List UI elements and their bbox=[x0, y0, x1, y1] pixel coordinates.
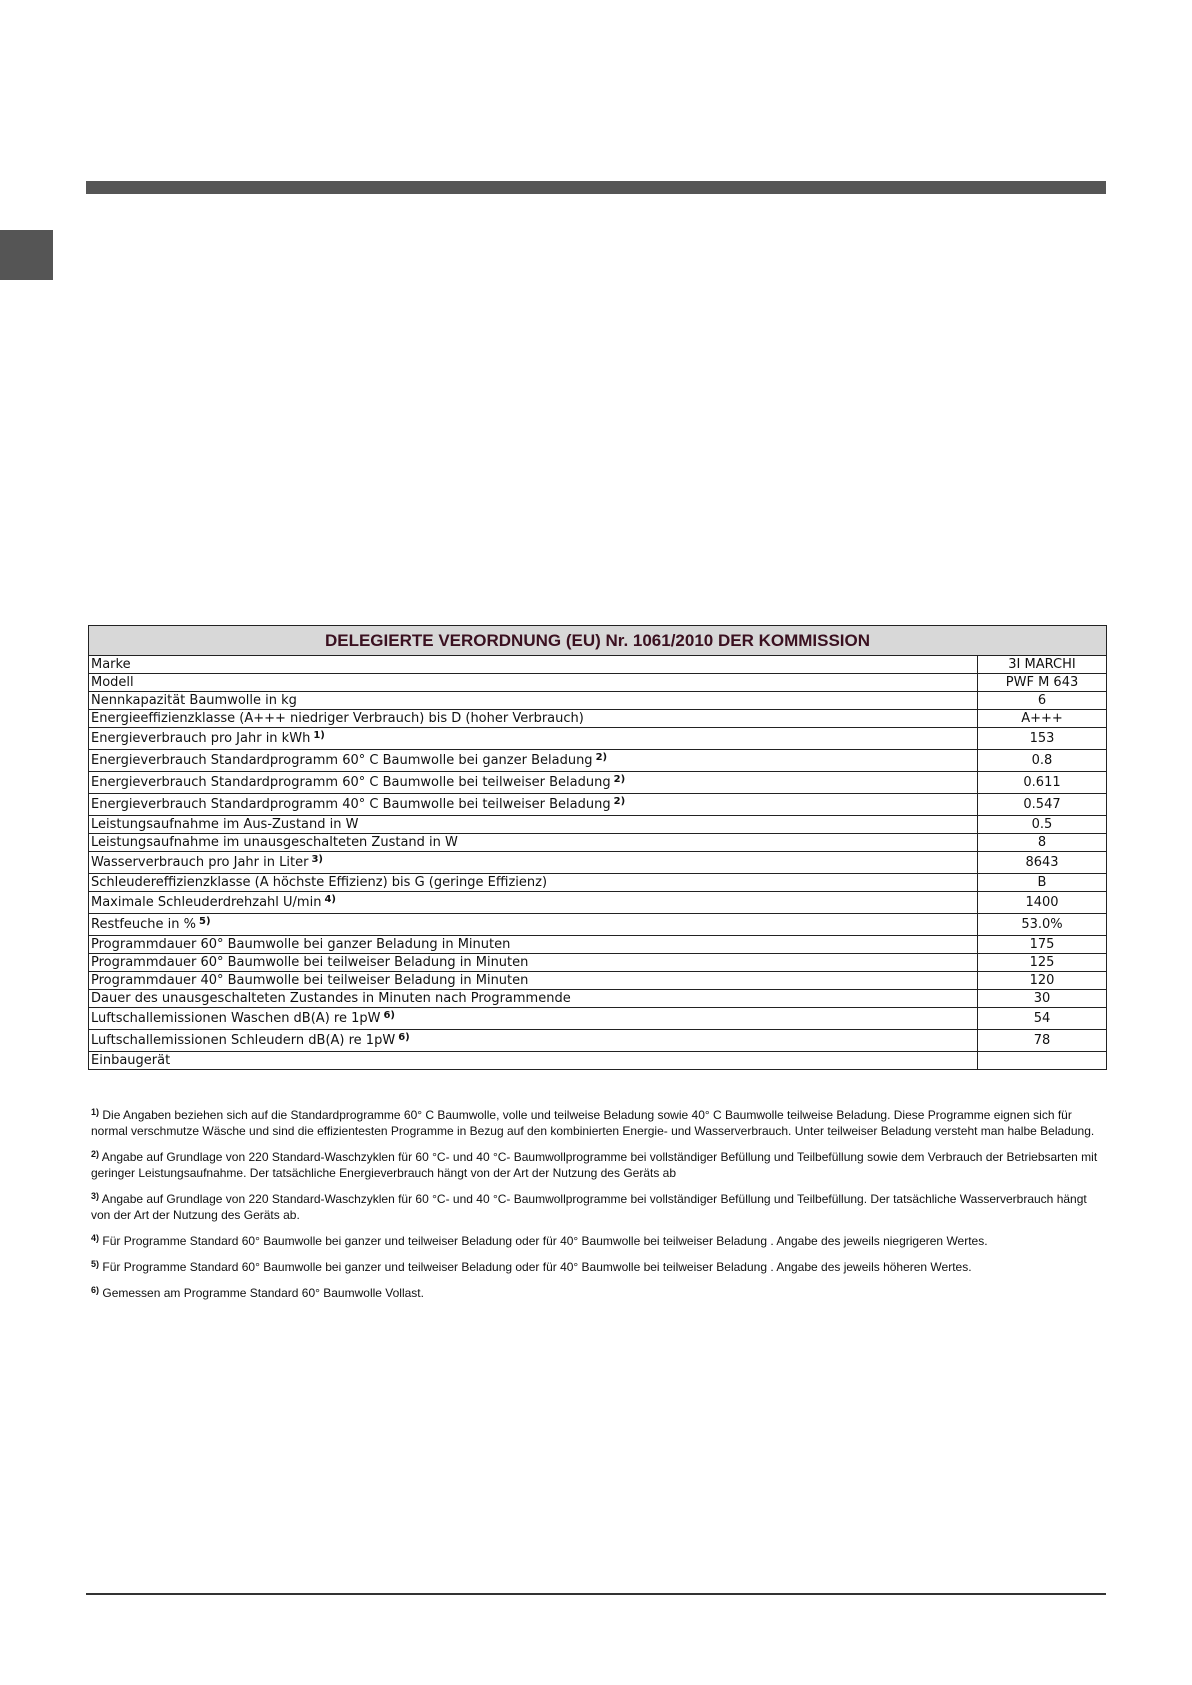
table-row bbox=[89, 728, 1107, 750]
header-rule bbox=[86, 181, 1106, 194]
footnote bbox=[91, 1259, 1106, 1275]
table-title: DELEGIERTE VERORDNUNG (EU) Nr. 1061/2010 DER KOMMISSION bbox=[89, 626, 1107, 656]
footnote-text: Die Angaben beziehen sich auf die Standardprogramme 60° C Baumwolle, volle und teilweise Beladung sowie 40° C Baumwolle teilweise Beladung. Diese Programme eignen sich für normal verschmutze Wäsche und sind die effizientesten Programme in Bezug auf den kombinierten Energie- und Wasserverbrauch. Unter teilweiser Beladung versteht man halbe Beladung. bbox=[91, 1108, 1095, 1138]
row-label bbox=[89, 990, 978, 1008]
row-label-text: Nennkapazität Baumwolle in kg bbox=[91, 693, 297, 708]
footnote-ref: 4) bbox=[324, 894, 336, 905]
footnote-mark: 6) bbox=[91, 1285, 100, 1295]
footnote-mark: 1) bbox=[91, 1107, 100, 1117]
row-value: 8 bbox=[978, 834, 1107, 852]
row-label bbox=[89, 874, 978, 892]
footnote-mark: 5) bbox=[91, 1259, 100, 1269]
table-row bbox=[89, 750, 1107, 772]
table-row bbox=[89, 972, 1107, 990]
table-row bbox=[89, 674, 1107, 692]
row-label-text: Programmdauer 60° Baumwolle bei teilweiser Beladung in Minuten bbox=[91, 955, 529, 970]
table-row bbox=[89, 834, 1107, 852]
row-value: 54 bbox=[978, 1008, 1107, 1030]
row-value: 3I MARCHI bbox=[978, 656, 1107, 674]
footnote bbox=[91, 1149, 1106, 1181]
row-label-text: Luftschallemissionen Schleudern dB(A) re 1pW bbox=[91, 1033, 396, 1048]
table-row bbox=[89, 874, 1107, 892]
row-value: 153 bbox=[978, 728, 1107, 750]
row-label bbox=[89, 1030, 978, 1052]
footnote bbox=[91, 1191, 1106, 1223]
row-label-text: Energieverbrauch pro Jahr in kWh bbox=[91, 731, 311, 746]
table-row bbox=[89, 794, 1107, 816]
table-row bbox=[89, 936, 1107, 954]
row-value: 8643 bbox=[978, 852, 1107, 874]
row-label-text: Wasserverbrauch pro Jahr in Liter bbox=[91, 855, 309, 870]
footnote-mark: 2) bbox=[91, 1149, 100, 1159]
footnote-ref: 6) bbox=[398, 1032, 410, 1043]
row-value: 30 bbox=[978, 990, 1107, 1008]
row-label bbox=[89, 656, 978, 674]
table-row bbox=[89, 954, 1107, 972]
row-label bbox=[89, 914, 978, 936]
row-label bbox=[89, 750, 978, 772]
footnote-ref: 2) bbox=[595, 752, 608, 763]
row-label-text: Programmdauer 60° Baumwolle bei ganzer Beladung in Minuten bbox=[91, 937, 511, 952]
row-label-text: Marke bbox=[91, 657, 131, 672]
row-label-text: Energieverbrauch Standardprogramm 40° C Baumwolle bei teilweiser Beladung bbox=[91, 797, 611, 812]
row-label-text: Leistungsaufnahme im unausgeschalteten Zustand in W bbox=[91, 835, 458, 850]
table-row bbox=[89, 914, 1107, 936]
table-row bbox=[89, 772, 1107, 794]
footnote-text: Für Programme Standard 60° Baumwolle bei ganzer und teilweiser Beladung oder für 40° Baumwolle bei teilweiser Beladung . Angabe des jeweils niegrigeren Wertes. bbox=[102, 1234, 988, 1248]
row-label bbox=[89, 954, 978, 972]
row-label bbox=[89, 794, 978, 816]
footnote-ref: 1) bbox=[313, 730, 325, 741]
regulation-table bbox=[88, 625, 1107, 1070]
footnote-ref: 2) bbox=[613, 796, 626, 807]
footnote-text: Für Programme Standard 60° Baumwolle bei ganzer und teilweiser Beladung oder für 40° Baumwolle bei teilweiser Beladung . Angabe des jeweils höheren Wertes. bbox=[102, 1260, 972, 1274]
footnote-ref: 2) bbox=[613, 774, 626, 785]
row-value: 125 bbox=[978, 954, 1107, 972]
row-label bbox=[89, 936, 978, 954]
row-value: A+++ bbox=[978, 710, 1107, 728]
row-label-text: Einbaugerät bbox=[91, 1053, 171, 1068]
row-value: 0.5 bbox=[978, 816, 1107, 834]
row-label bbox=[89, 834, 978, 852]
table-row bbox=[89, 816, 1107, 834]
row-label bbox=[89, 892, 978, 914]
row-label-text: Leistungsaufnahme im Aus-Zustand in W bbox=[91, 817, 359, 832]
table-row bbox=[89, 1008, 1107, 1030]
table-body bbox=[89, 656, 1107, 1070]
row-value: 120 bbox=[978, 972, 1107, 990]
section-tab-marker bbox=[0, 230, 53, 280]
row-label-text: Programmdauer 40° Baumwolle bei teilweiser Beladung in Minuten bbox=[91, 973, 529, 988]
footer-rule bbox=[86, 1593, 1106, 1595]
table-row bbox=[89, 852, 1107, 874]
row-label-text: Restfeuche in % bbox=[91, 917, 196, 932]
footnote-text: Angabe auf Grundlage von 220 Standard-Waschzyklen für 60 °C- und 40 °C- Baumwollprogramme bei vollständiger Befüllung und Teilbefüllung. Der tatsächliche Wasserverbrauch hängt von der Art der Nutzung des Geräts ab. bbox=[91, 1192, 1087, 1222]
row-label bbox=[89, 1052, 978, 1070]
row-label bbox=[89, 728, 978, 750]
row-label bbox=[89, 710, 978, 728]
row-value bbox=[978, 1052, 1107, 1070]
row-label-text: Energieverbrauch Standardprogramm 60° C Baumwolle bei teilweiser Beladung bbox=[91, 775, 611, 790]
row-label bbox=[89, 674, 978, 692]
footnote-text: Angabe auf Grundlage von 220 Standard-Waschzyklen für 60 °C- und 40 °C- Baumwollprogramme bei vollständiger Befüllung und Teilbefüllung sowie dem Verbrauch der Betriebsarten mit geringer Leistungsaufnahme. Der tatsächliche Energieverbrauch hängt von der Art der Nutzung des Geräts ab bbox=[91, 1150, 1098, 1180]
row-label-text: Energieverbrauch Standardprogramm 60° C Baumwolle bei ganzer Beladung bbox=[91, 753, 593, 768]
footnote-mark: 4) bbox=[91, 1233, 100, 1243]
row-label-text: Modell bbox=[91, 675, 134, 690]
row-value: 53.0% bbox=[978, 914, 1107, 936]
row-label-text: Luftschallemissionen Waschen dB(A) re 1pW bbox=[91, 1011, 381, 1026]
table-row bbox=[89, 892, 1107, 914]
row-label-text: Schleudereffizienzklasse (A höchste Effizienz) bis G (geringe Effizienz) bbox=[91, 875, 548, 890]
table-row bbox=[89, 710, 1107, 728]
footnote bbox=[91, 1107, 1106, 1139]
row-value: 6 bbox=[978, 692, 1107, 710]
row-label bbox=[89, 772, 978, 794]
table-row bbox=[89, 990, 1107, 1008]
row-label bbox=[89, 1008, 978, 1030]
row-label-text: Dauer des unausgeschalteten Zustandes in Minuten nach Programmende bbox=[91, 991, 571, 1006]
footnote-mark: 3) bbox=[91, 1191, 100, 1201]
row-label bbox=[89, 816, 978, 834]
table-row bbox=[89, 692, 1107, 710]
footnote-ref: 5) bbox=[198, 916, 211, 927]
footnotes bbox=[91, 1107, 1106, 1311]
footnote bbox=[91, 1233, 1106, 1249]
footnote-ref: 6) bbox=[383, 1010, 395, 1021]
table-row bbox=[89, 1030, 1107, 1052]
row-label-text: Maximale Schleuderdrehzahl U/min bbox=[91, 895, 322, 910]
row-label bbox=[89, 692, 978, 710]
row-value: 175 bbox=[978, 936, 1107, 954]
row-value: PWF M 643 bbox=[978, 674, 1107, 692]
footnote-text: Gemessen am Programme Standard 60° Baumwolle Vollast. bbox=[102, 1286, 424, 1300]
row-value: 1400 bbox=[978, 892, 1107, 914]
row-label bbox=[89, 852, 978, 874]
row-value: 78 bbox=[978, 1030, 1107, 1052]
table-row bbox=[89, 656, 1107, 674]
row-value: 0.611 bbox=[978, 772, 1107, 794]
row-label bbox=[89, 972, 978, 990]
row-label-text: Energieeffizienzklasse (A+++ niedriger Verbrauch) bis D (hoher Verbrauch) bbox=[91, 711, 584, 726]
row-value: 0.8 bbox=[978, 750, 1107, 772]
row-value: 0.547 bbox=[978, 794, 1107, 816]
table-row bbox=[89, 1052, 1107, 1070]
footnote bbox=[91, 1285, 1106, 1301]
row-value: B bbox=[978, 874, 1107, 892]
footnote-ref: 3) bbox=[311, 854, 323, 865]
